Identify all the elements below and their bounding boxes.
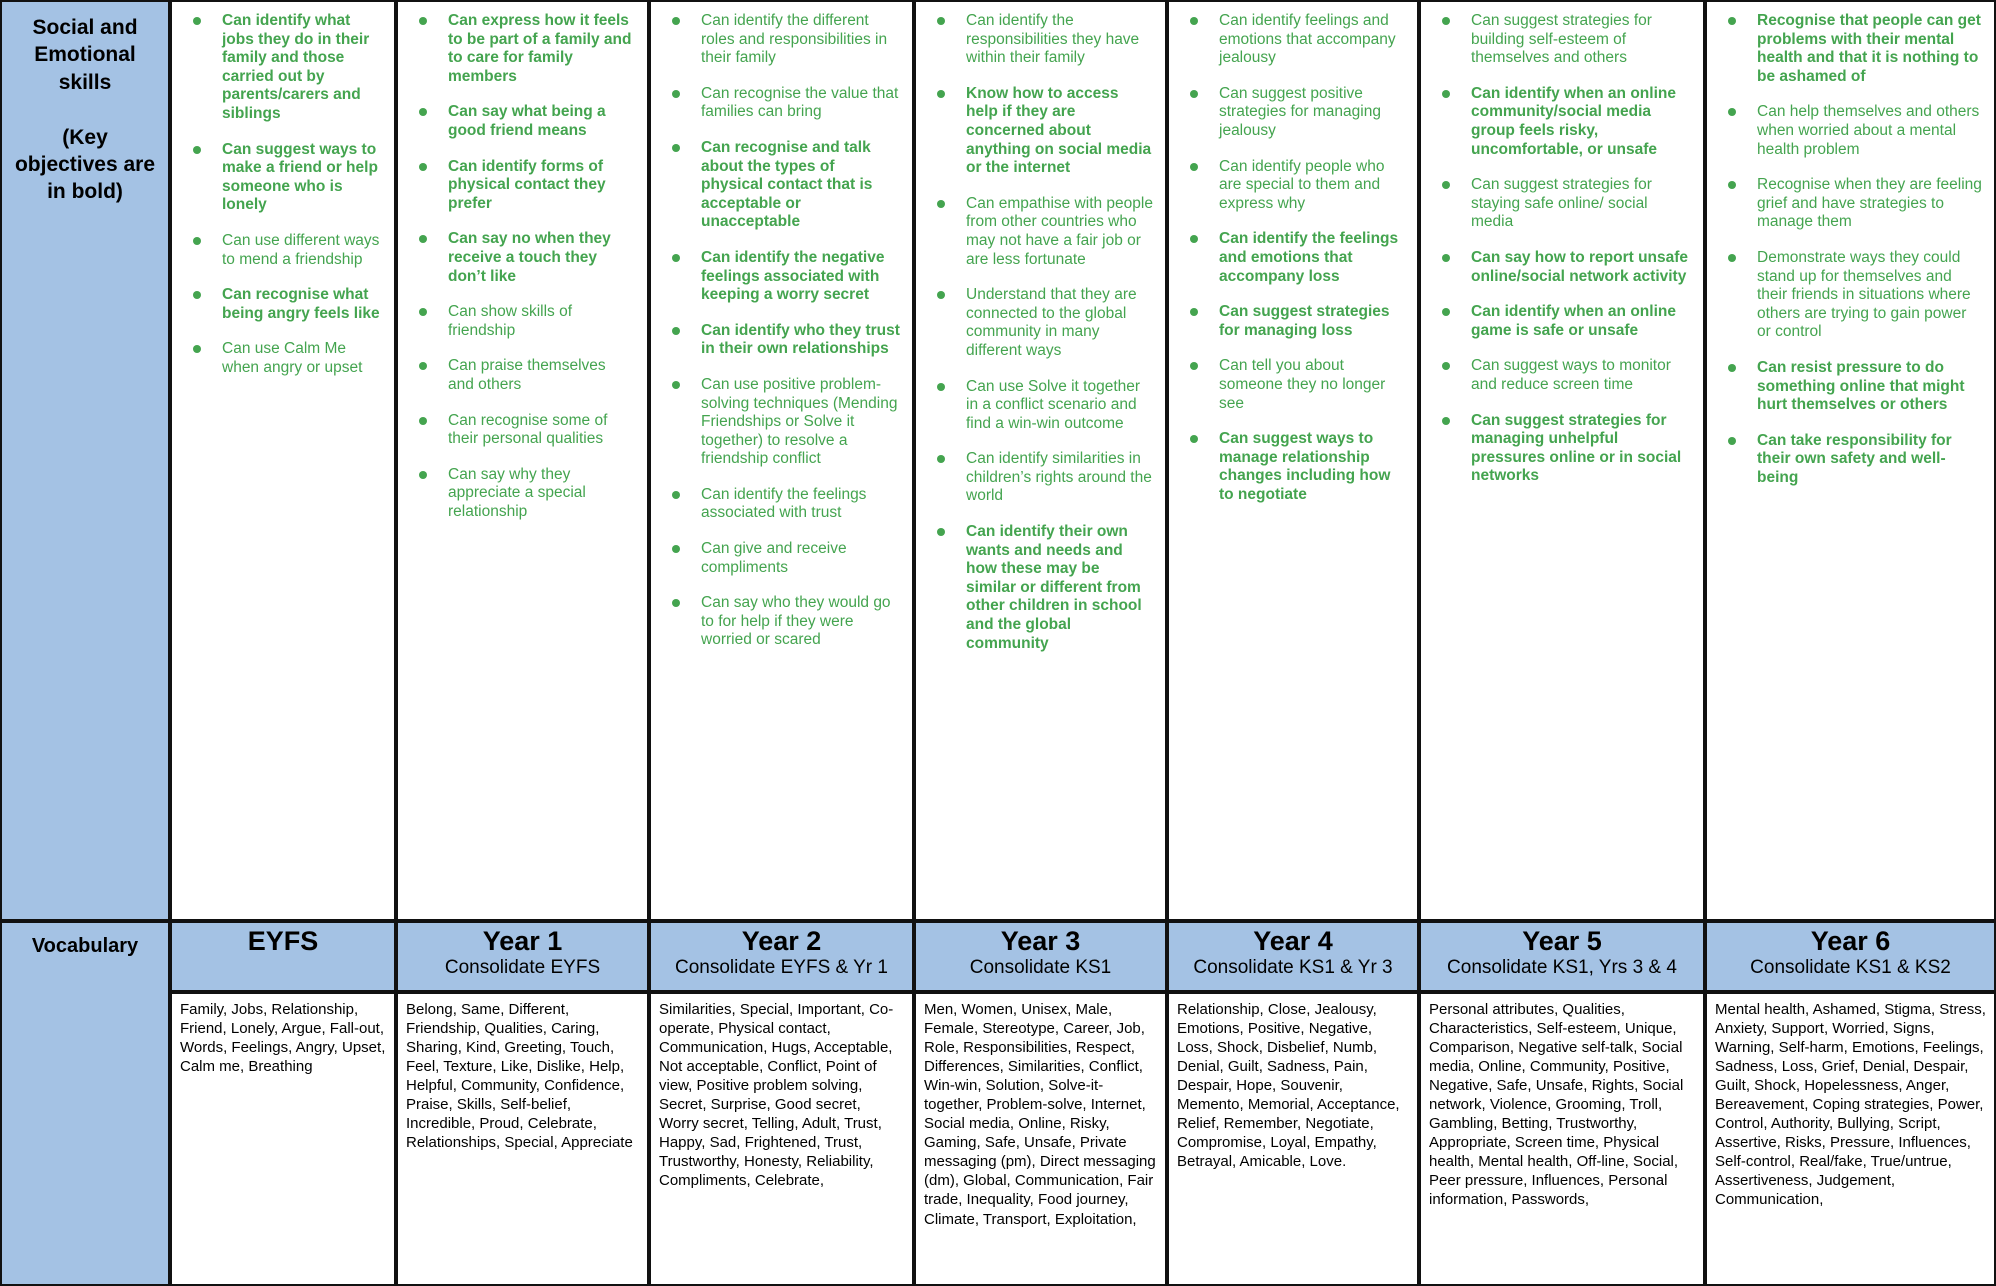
skill-item xyxy=(916,85,1163,178)
vocabulary-text: Men, Women, Unisex, Male, Female, Stereotype, Career, Job, Role, Responsibilities, Respect, Differences, Similarities, Conflict, Win-win, Solution, Solve-it-together, Problem-solve, Internet, Social media, Online, Risky, Gaming, Safe, Unsafe, Private messaging (pm), Direct messaging (dm), Global, Communication, Fair trade, Inequality, Food journey, Climate, Transport, Exploitation, xyxy=(924,1001,1156,1228)
year-subtitle xyxy=(172,957,394,979)
skill-item xyxy=(916,286,1163,360)
skill-item xyxy=(398,466,645,522)
bullet-icon xyxy=(1442,254,1450,262)
skill-item xyxy=(1421,303,1701,340)
skill-text: Can take responsibility for their own safety and well-being xyxy=(1757,431,1952,486)
skill-item xyxy=(172,12,392,124)
bullet-icon xyxy=(1190,362,1198,370)
skill-item xyxy=(172,232,392,269)
year-subtitle: Consolidate KS1 xyxy=(969,957,1112,979)
skill-text: Demonstrate ways they could stand up for themselves and their friends in situations where others are trying to gain power or control xyxy=(1757,248,1971,341)
skill-item xyxy=(1421,357,1701,394)
skill-text: Can identify what jobs they do in their family and those carried out by parents/carers and siblings xyxy=(222,12,370,122)
skills-column-year-6 xyxy=(1705,0,1996,921)
skills-column-year-2 xyxy=(649,0,914,921)
bullet-icon xyxy=(1190,435,1198,443)
skill-text: Can identify feelings and emotions that accompany jealousy xyxy=(1219,12,1396,67)
skills-list-year-1 xyxy=(398,12,645,521)
skill-item xyxy=(651,540,910,577)
vocabulary-text: Personal attributes, Qualities, Characteristics, Self-esteem, Unique, Comparison, Negative self-talk, Social media, Online, Community, Positive, Negative, Safe, Unsafe, Rights, Social network, Violence, Grooming, Troll, Gambling, Betting, Trustworthy, Appropriate, Screen time, Physical health, Mental health, Off-line, Social, Peer pressure, Influences, Personal information, Passwords, xyxy=(1429,1001,1684,1209)
skill-item xyxy=(651,322,910,359)
year-header-year-3 xyxy=(914,921,1167,992)
vocabulary-year-4 xyxy=(1167,992,1419,1286)
skill-text: Can identify when an online game is safe or unsafe xyxy=(1471,303,1676,339)
year-title: Year 5 xyxy=(1522,926,1602,956)
bullet-icon xyxy=(1190,17,1198,25)
skill-text: Can identify the feelings and emotions that accompany loss xyxy=(1219,230,1399,285)
bullet-icon xyxy=(419,362,427,370)
bullet-icon xyxy=(672,599,680,607)
skill-text: Can express how it feels to be part of a family and to care for family members xyxy=(448,12,632,85)
skill-text: Can help themselves and others when worried about a mental health problem xyxy=(1757,103,1980,158)
skill-item xyxy=(398,158,645,214)
skill-text: Can suggest ways to make a friend or help someone who is lonely xyxy=(222,140,378,214)
vocabulary-header-cell xyxy=(0,921,170,1286)
skill-item xyxy=(398,230,645,286)
vocabulary-text: Family, Jobs, Relationship, Friend, Lonely, Argue, Fall-out, Words, Feelings, Angry, Upset, Calm me, Breathing xyxy=(180,1001,386,1076)
skill-text: Can recognise and talk about the types of physical contact that is acceptable or unacceptable xyxy=(701,138,873,231)
skill-text: Can suggest strategies for managing loss xyxy=(1219,303,1390,339)
bullet-icon xyxy=(672,90,680,98)
bullet-icon xyxy=(419,163,427,171)
skill-text: Can suggest ways to monitor and reduce screen time xyxy=(1471,357,1671,393)
skill-item xyxy=(651,594,910,650)
skill-item xyxy=(1169,12,1415,68)
skill-item xyxy=(1707,176,1992,232)
skill-item xyxy=(651,376,910,469)
bullet-icon xyxy=(1728,364,1736,372)
year-header-year-6 xyxy=(1705,921,1996,992)
skill-item xyxy=(1169,85,1415,141)
skill-text: Can use Calm Me when angry or upset xyxy=(222,340,363,376)
skill-text: Can identify who they trust in their own relationships xyxy=(701,321,900,358)
skill-text: Can say why they appreciate a special relationship xyxy=(448,465,586,520)
vocabulary-text: Similarities, Special, Important, Co-operate, Physical contact, Communication, Hugs, Acceptable, Not acceptable, Conflict, Point of view, Positive problem solving, Secret, Surprise, Good secret, Worry secret, Telling, Adult, Trust, Happy, Sad, Frightened, Trust, Trustworthy, Honesty, Reliability, Compliments, Celebrate, xyxy=(659,1001,894,1190)
bullet-icon xyxy=(937,528,945,536)
skills-header-cell xyxy=(0,0,170,921)
skill-text: Recognise when they are feeling grief and have strategies to manage them xyxy=(1757,176,1982,231)
skill-item xyxy=(1707,359,1992,415)
skill-item xyxy=(1169,158,1415,214)
year-title: Year 1 xyxy=(482,926,563,956)
year-title: EYFS xyxy=(247,926,319,956)
vocabulary-year-1 xyxy=(396,992,649,1286)
skills-column-year-3 xyxy=(914,0,1167,921)
skill-text: Can suggest positive strategies for managing jealousy xyxy=(1219,84,1381,139)
skill-item xyxy=(1169,357,1415,413)
skill-text: Can say no when they receive a touch they don’t like xyxy=(448,230,611,285)
skill-item xyxy=(1421,85,1701,159)
skill-text: Can say what being a good friend means xyxy=(448,103,606,139)
skill-text: Can tell you about someone they no longer see xyxy=(1219,357,1386,412)
bullet-icon xyxy=(1442,362,1450,370)
bullet-icon xyxy=(193,17,201,25)
skills-header-note: (Key objectives are in bold) xyxy=(14,125,156,204)
bullet-icon xyxy=(672,491,680,499)
year-header-year-1 xyxy=(396,921,649,992)
skill-item xyxy=(1169,430,1415,504)
bullet-icon xyxy=(419,308,427,316)
skill-item xyxy=(1421,12,1701,68)
skill-item xyxy=(916,523,1163,653)
bullet-icon xyxy=(672,381,680,389)
skill-text: Can suggest strategies for building self-esteem of themselves and others xyxy=(1471,12,1652,67)
skill-text: Can identify the responsibilities they have within their family xyxy=(966,12,1140,67)
vocabulary-year-5 xyxy=(1419,992,1705,1286)
bullet-icon xyxy=(193,291,201,299)
bullet-icon xyxy=(1728,108,1736,116)
bullet-icon xyxy=(1442,181,1450,189)
skill-text: Know how to access help if they are concerned about anything on social media or the internet xyxy=(966,84,1152,177)
bullet-icon xyxy=(419,235,427,243)
skill-text: Can identify forms of physical contact they prefer xyxy=(448,157,606,212)
skill-text: Can use different ways to mend a friendship xyxy=(222,231,380,268)
bullet-icon xyxy=(937,17,945,25)
skills-list-year-2 xyxy=(651,12,910,650)
skill-item xyxy=(1421,176,1701,232)
bullet-icon xyxy=(672,17,680,25)
year-subtitle: Consolidate EYFS & Yr 1 xyxy=(675,957,888,979)
skills-header-title: Social and Emotional skills xyxy=(32,16,138,94)
skill-item xyxy=(1421,412,1701,486)
bullet-icon xyxy=(937,200,945,208)
skill-item xyxy=(916,195,1163,269)
skills-list-eyfs xyxy=(172,12,392,378)
skills-column-year-5 xyxy=(1419,0,1705,921)
skill-text: Can use positive problem-solving techniques (Mending Friendships or Solve it together) to resolve a friendship conflict xyxy=(701,375,898,468)
skill-item xyxy=(1707,432,1992,488)
skill-item xyxy=(172,340,392,377)
skill-item xyxy=(1169,303,1415,340)
skills-column-eyfs xyxy=(170,0,396,921)
skill-text: Can say who they would go to for help if they were worried or scared xyxy=(701,594,891,649)
skill-item xyxy=(916,12,1163,68)
skill-text: Can say how to report unsafe online/social network activity xyxy=(1471,248,1689,285)
bullet-icon xyxy=(1728,437,1736,445)
skill-text: Can recognise some of their personal qualities xyxy=(448,411,608,448)
vocabulary-year-6 xyxy=(1705,992,1996,1286)
year-header-eyfs xyxy=(170,921,396,992)
skill-text: Can resist pressure to do something online that might hurt themselves or others xyxy=(1757,358,1965,414)
skill-item xyxy=(1707,12,1992,86)
bullet-icon xyxy=(672,144,680,152)
bullet-icon xyxy=(419,471,427,479)
skill-item xyxy=(651,85,910,122)
year-title: Year 3 xyxy=(1000,926,1081,956)
bullet-icon xyxy=(193,345,201,353)
vocabulary-text: Relationship, Close, Jealousy, Emotions, Positive, Negative, Loss, Shock, Disbelief, Numb, Denial, Guilt, Sadness, Pain, Despair, Hope, Souvenir, Memento, Memorial, Acceptance, Relief, Remember, Negotiate, Compromise, Loyal, Empathy, Betrayal, Amicable, Love. xyxy=(1177,1001,1400,1171)
skill-text: Can identify the negative feelings associated with keeping a worry secret xyxy=(701,248,885,304)
skill-text: Understand that they are connected to the global community in many different ways xyxy=(966,286,1137,359)
skill-text: Can identify the feelings associated with trust xyxy=(701,485,867,522)
skill-text: Can show skills of friendship xyxy=(448,303,573,339)
skill-item xyxy=(398,303,645,340)
bullet-icon xyxy=(1190,235,1198,243)
skill-text: Can identify people who are special to them and express why xyxy=(1219,157,1385,212)
skill-text: Can suggest strategies for managing unhelpful pressures online or in social networks xyxy=(1471,411,1682,485)
skill-item xyxy=(651,249,910,305)
bullet-icon xyxy=(1190,308,1198,316)
bullet-icon xyxy=(1728,17,1736,25)
bullet-icon xyxy=(1442,90,1450,98)
skill-item xyxy=(651,139,910,232)
year-title: Year 4 xyxy=(1253,926,1333,956)
bullet-icon xyxy=(1728,181,1736,189)
skill-item xyxy=(398,12,645,86)
vocabulary-year-2 xyxy=(649,992,914,1286)
year-subtitle: Consolidate KS1 & Yr 3 xyxy=(1193,957,1393,979)
bullet-icon xyxy=(672,327,680,335)
skill-text: Can suggest strategies for staying safe online/ social media xyxy=(1471,176,1652,231)
bullet-icon xyxy=(1442,308,1450,316)
skill-text: Can identify the different roles and responsibilities in their family xyxy=(701,12,888,67)
skill-item xyxy=(1707,249,1992,342)
bullet-icon xyxy=(193,237,201,245)
year-subtitle: Consolidate KS1 & KS2 xyxy=(1750,957,1951,979)
skill-text: Can praise themselves and others xyxy=(448,357,606,393)
bullet-icon xyxy=(937,90,945,98)
vocabulary-year-3 xyxy=(914,992,1167,1286)
bullet-icon xyxy=(419,17,427,25)
skill-item xyxy=(651,12,910,68)
skills-list-year-6 xyxy=(1707,12,1992,487)
vocabulary-label: Vocabulary xyxy=(31,935,139,957)
bullet-icon xyxy=(672,545,680,553)
skill-item xyxy=(1421,249,1701,286)
bullet-icon xyxy=(672,254,680,262)
year-header-year-2 xyxy=(649,921,914,992)
skills-column-year-1 xyxy=(396,0,649,921)
bullet-icon xyxy=(1190,90,1198,98)
year-header-year-5 xyxy=(1419,921,1705,992)
bullet-icon xyxy=(193,146,201,154)
bullet-icon xyxy=(1728,254,1736,262)
skills-column-year-4 xyxy=(1167,0,1419,921)
skill-text: Can suggest ways to manage relationship changes including how to negotiate xyxy=(1219,430,1391,503)
skill-text: Can identify when an online community/social media group feels risky, uncomfortable, or unsafe xyxy=(1471,84,1676,158)
skill-text: Can identify similarities in children’s rights around the world xyxy=(966,450,1152,505)
skill-item xyxy=(1707,103,1992,159)
bullet-icon xyxy=(1190,163,1198,171)
skill-text: Can use Solve it together in a conflict scenario and find a win-win outcome xyxy=(966,377,1141,432)
skill-text: Can give and receive compliments xyxy=(701,540,847,576)
skill-text: Can recognise what being angry feels like xyxy=(222,286,380,322)
vocabulary-text: Belong, Same, Different, Friendship, Qualities, Caring, Sharing, Kind, Greeting, Touch, Feel, Texture, Like, Dislike, Help, Helpful, Community, Confidence, Praise, Skills, Self-belief, Incredible, Proud, Celebrate, Relationships, Special, Appreciate xyxy=(406,1001,633,1152)
skill-text: Can recognise the value that families can bring xyxy=(701,84,899,121)
skills-list-year-3 xyxy=(916,12,1163,653)
year-header-year-4 xyxy=(1167,921,1419,992)
skill-item xyxy=(398,357,645,394)
year-title: Year 2 xyxy=(741,926,822,956)
bullet-icon xyxy=(937,455,945,463)
year-title: Year 6 xyxy=(1810,926,1891,956)
skill-item xyxy=(172,141,392,215)
year-subtitle: Consolidate KS1, Yrs 3 & 4 xyxy=(1447,957,1677,979)
skill-item xyxy=(398,103,645,140)
skill-item xyxy=(172,286,392,323)
bullet-icon xyxy=(419,417,427,425)
vocabulary-text: Mental health, Ashamed, Stigma, Stress, Anxiety, Support, Worried, Signs, Warning, Self-harm, Emotions, Feelings, Sadness, Loss, Grief, Denial, Despair, Guilt, Shock, Hopelessness, Anger, Bereavement, Coping strategies, Power, Control, Authority, Bullying, Script, Assertive, Risks, Pressure, Influences, Self-control, Real/fake, True/untrue, Assertiveness, Judgement, Communication, xyxy=(1715,1001,1986,1209)
skill-text: Can identify their own wants and needs and how these may be similar or different from other children in school and the global community xyxy=(966,523,1142,652)
skill-text: Can empathise with people from other countries who may not have a fair job or are less fortunate xyxy=(966,194,1153,268)
vocabulary-eyfs xyxy=(170,992,396,1286)
year-subtitle: Consolidate EYFS xyxy=(444,957,601,979)
skill-item xyxy=(916,378,1163,434)
skill-item xyxy=(1169,230,1415,286)
bullet-icon xyxy=(937,291,945,299)
bullet-icon xyxy=(1442,417,1450,425)
skills-list-year-5 xyxy=(1421,12,1701,486)
bullet-icon xyxy=(937,383,945,391)
skill-item xyxy=(398,412,645,449)
skill-text: Recognise that people can get problems with their mental health and that it is nothing to be ashamed of xyxy=(1757,12,1981,85)
bullet-icon xyxy=(1442,17,1450,25)
skill-item xyxy=(916,450,1163,506)
skills-list-year-4 xyxy=(1169,12,1415,504)
bullet-icon xyxy=(419,108,427,116)
skill-item xyxy=(651,486,910,523)
